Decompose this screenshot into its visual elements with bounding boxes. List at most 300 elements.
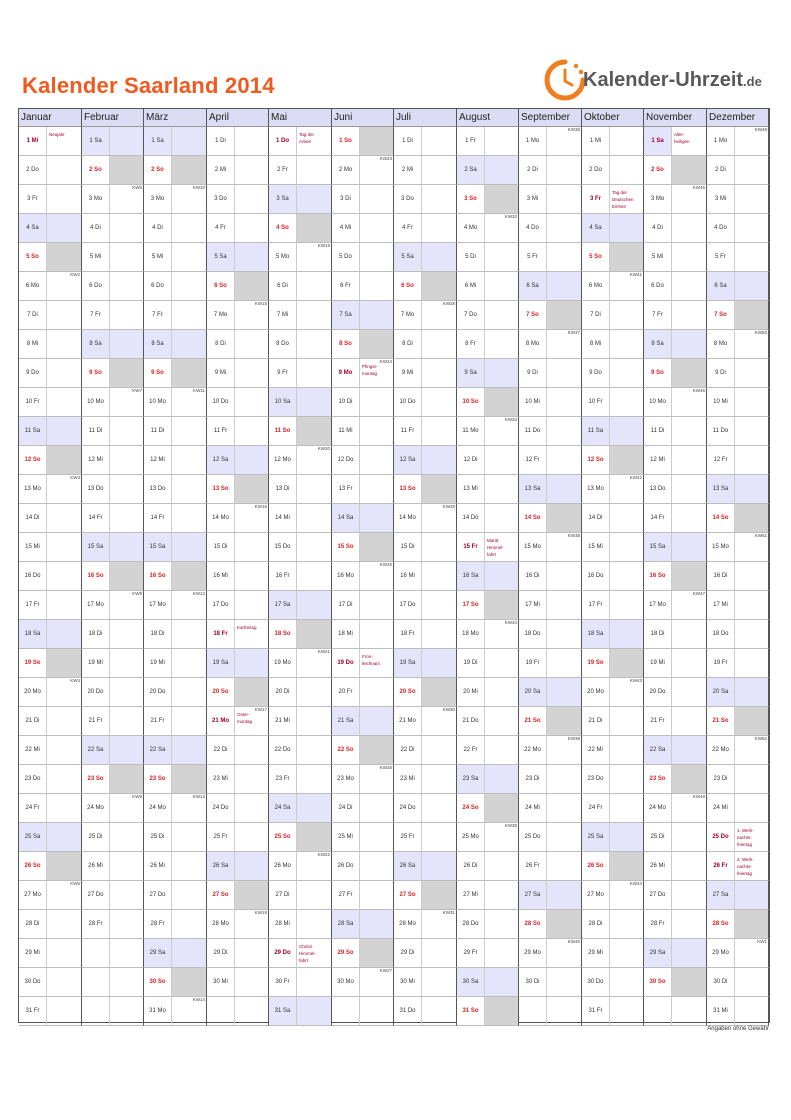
day-cell: 15 Sa [144, 533, 172, 562]
week-number: KW28 [442, 301, 455, 306]
day-extra-cell [172, 243, 207, 272]
day-cell: 19 Do [332, 649, 360, 678]
day-extra-cell [47, 881, 82, 910]
day-extra-cell [485, 910, 519, 939]
day-extra-cell [485, 388, 519, 417]
week-number: KW17 [254, 707, 267, 712]
day-cell: 23 Di [519, 765, 547, 794]
week-number: KW14 [192, 997, 205, 1002]
day-extra-cell [297, 533, 332, 562]
day-extra-cell [360, 678, 394, 707]
year-calendar [18, 108, 770, 1023]
day-extra-cell [610, 214, 644, 243]
day-cell: 6 So [394, 272, 422, 301]
day-extra-cell [172, 446, 207, 475]
day-extra-cell [47, 504, 82, 533]
day-extra-cell [735, 939, 769, 968]
week-number: KW25 [379, 562, 392, 567]
day-extra-cell [672, 794, 707, 823]
day-cell: 8 Mi [19, 330, 47, 359]
day-extra-cell [610, 765, 644, 794]
day-extra-cell [47, 939, 82, 968]
day-extra-cell [485, 939, 519, 968]
day-cell: 12 Mi [82, 446, 110, 475]
day-cell: 15 Sa [644, 533, 672, 562]
day-extra-cell [235, 620, 269, 649]
day-cell: 29 Di [207, 939, 235, 968]
day-cell: 30 Di [519, 968, 547, 997]
day-extra-cell [422, 910, 457, 939]
day-extra-cell [547, 214, 582, 243]
day-extra-cell [547, 185, 582, 214]
day-cell: 5 Fr [519, 243, 547, 272]
day-extra-cell [47, 475, 82, 504]
day-cell: 24 Mo [82, 794, 110, 823]
day-extra-cell [735, 417, 769, 446]
day-extra-cell [172, 736, 207, 765]
day-cell: 16 Do [582, 562, 610, 591]
day-cell: 23 Sa [457, 765, 485, 794]
day-extra-cell [672, 533, 707, 562]
day-cell: 9 Mi [394, 359, 422, 388]
day-cell: 25 Do [707, 823, 735, 852]
day-cell: 15 Fr [457, 533, 485, 562]
day-cell: 19 So [19, 649, 47, 678]
day-cell: 17 Fr [582, 591, 610, 620]
day-extra-cell [735, 446, 769, 475]
day-extra-cell [47, 562, 82, 591]
day-extra-cell [422, 939, 457, 968]
day-cell: 10 Do [394, 388, 422, 417]
week-number: KW26 [379, 765, 392, 770]
day-extra-cell [485, 852, 519, 881]
day-extra-cell [360, 649, 394, 678]
week-number: KW50 [754, 330, 767, 335]
day-extra-cell [610, 591, 644, 620]
day-extra-cell [485, 214, 519, 243]
day-cell: 16 So [644, 562, 672, 591]
day-extra-cell [547, 272, 582, 301]
day-cell: 4 Sa [582, 214, 610, 243]
day-extra-cell [672, 852, 707, 881]
day-cell: 29 Di [394, 939, 422, 968]
day-cell: 24 Sa [269, 794, 297, 823]
day-extra-cell [235, 707, 269, 736]
day-extra-cell [47, 359, 82, 388]
day-extra-cell [172, 910, 207, 939]
day-cell: 5 Di [457, 243, 485, 272]
day-extra-cell [172, 649, 207, 678]
day-cell: 16 Di [707, 562, 735, 591]
day-extra-cell [360, 301, 394, 330]
day-extra-cell [610, 475, 644, 504]
day-extra-cell [547, 475, 582, 504]
day-cell: 5 So [582, 243, 610, 272]
day-extra-cell [235, 330, 269, 359]
day-cell: 30 So [644, 968, 672, 997]
day-extra-cell [422, 127, 457, 156]
day-cell: 31 Fr [582, 997, 610, 1026]
week-number: KW20 [317, 446, 330, 451]
day-extra-cell [297, 446, 332, 475]
day-cell: 12 Mi [144, 446, 172, 475]
week-number: KW23 [379, 156, 392, 161]
holiday-name: Fron- leichnam [362, 654, 381, 666]
day-extra-cell [47, 968, 82, 997]
day-extra-cell [172, 968, 207, 997]
day-cell: 27 Mo [19, 881, 47, 910]
day-extra-cell [297, 591, 332, 620]
holiday-name: Pfingst- montag [362, 364, 378, 376]
day-cell: 13 So [394, 475, 422, 504]
month-header: April [207, 109, 269, 127]
day-extra-cell [672, 881, 707, 910]
day-cell: 1 Sa [82, 127, 110, 156]
day-cell: 14 So [519, 504, 547, 533]
day-cell: 6 Sa [519, 272, 547, 301]
day-cell: 19 Fr [519, 649, 547, 678]
day-cell: 11 Do [707, 417, 735, 446]
day-extra-cell [297, 359, 332, 388]
day-extra-cell [172, 417, 207, 446]
day-extra-cell [297, 504, 332, 533]
day-extra-cell [735, 765, 769, 794]
day-cell: 5 Fr [707, 243, 735, 272]
day-cell: 14 Fr [644, 504, 672, 533]
day-cell: 7 Mo [394, 301, 422, 330]
day-cell: 11 Sa [582, 417, 610, 446]
day-cell: 24 Mo [644, 794, 672, 823]
day-extra-cell [422, 330, 457, 359]
week-number: KW51 [754, 533, 767, 538]
day-cell: 3 Fr [19, 185, 47, 214]
day-cell: 18 Mo [457, 620, 485, 649]
day-cell: 26 Mi [144, 852, 172, 881]
day-cell: 21 Mo [207, 707, 235, 736]
day-extra-cell [235, 214, 269, 243]
day-extra-cell [547, 533, 582, 562]
day-cell: 22 Mo [707, 736, 735, 765]
day-cell: 2 So [144, 156, 172, 185]
day-extra-cell [422, 156, 457, 185]
day-extra-cell [422, 678, 457, 707]
day-extra-cell [485, 359, 519, 388]
day-extra-cell [47, 214, 82, 243]
logo-text: Kalender-Uhrzeit [583, 69, 744, 91]
day-extra-cell [672, 359, 707, 388]
day-cell: 18 Fr [394, 620, 422, 649]
week-number: KW33 [504, 417, 517, 422]
day-extra-cell [610, 649, 644, 678]
day-extra-cell [47, 707, 82, 736]
day-extra-cell [547, 562, 582, 591]
day-extra-cell [672, 823, 707, 852]
day-cell: 8 Sa [644, 330, 672, 359]
day-cell: 4 Do [519, 214, 547, 243]
day-extra-cell [235, 736, 269, 765]
day-extra-cell [360, 272, 394, 301]
month-header: Mai [269, 109, 332, 127]
day-cell: 28 Di [19, 910, 47, 939]
day-cell: 14 Di [582, 504, 610, 533]
day-extra-cell [297, 301, 332, 330]
day-cell: 26 So [582, 852, 610, 881]
day-extra-cell [110, 475, 144, 504]
day-extra-cell [360, 939, 394, 968]
day-extra-cell [672, 678, 707, 707]
day-cell: 31 Sa [269, 997, 297, 1026]
day-extra-cell [735, 533, 769, 562]
day-cell: 9 Di [707, 359, 735, 388]
day-cell: 14 Di [19, 504, 47, 533]
empty-cell [547, 997, 582, 1026]
day-cell: 12 Do [332, 446, 360, 475]
month-header: August [457, 109, 519, 127]
day-cell: 28 Di [582, 910, 610, 939]
day-cell: 15 Mi [582, 533, 610, 562]
day-cell: 25 Mi [332, 823, 360, 852]
day-extra-cell [547, 330, 582, 359]
week-number: KW32 [504, 214, 517, 219]
day-cell: 25 Sa [582, 823, 610, 852]
day-extra-cell [422, 243, 457, 272]
day-extra-cell [235, 243, 269, 272]
day-cell: 16 So [144, 562, 172, 591]
day-cell: 17 Mo [144, 591, 172, 620]
day-extra-cell [297, 562, 332, 591]
day-cell: 25 Fr [394, 823, 422, 852]
day-extra-cell [360, 533, 394, 562]
day-cell: 28 Sa [332, 910, 360, 939]
day-cell: 7 Sa [332, 301, 360, 330]
day-extra-cell [547, 968, 582, 997]
day-cell: 13 Di [269, 475, 297, 504]
day-extra-cell [360, 388, 394, 417]
day-cell: 24 Do [207, 794, 235, 823]
day-cell: 1 So [332, 127, 360, 156]
day-cell: 11 Di [644, 417, 672, 446]
day-extra-cell [47, 272, 82, 301]
day-extra-cell [547, 620, 582, 649]
week-number: KW48 [692, 794, 705, 799]
empty-cell [672, 997, 707, 1026]
day-cell: 29 Sa [144, 939, 172, 968]
day-cell: 28 Mi [269, 910, 297, 939]
day-cell: 29 Mi [582, 939, 610, 968]
day-extra-cell [47, 156, 82, 185]
empty-cell [332, 997, 360, 1026]
day-extra-cell [422, 301, 457, 330]
day-cell: 23 Mi [394, 765, 422, 794]
day-cell: 11 Di [144, 417, 172, 446]
week-number: KW2 [70, 272, 80, 277]
day-cell: 22 Fr [457, 736, 485, 765]
holiday-name: Oster- montag [237, 712, 253, 724]
day-extra-cell [672, 591, 707, 620]
day-extra-cell [235, 127, 269, 156]
day-extra-cell [610, 997, 644, 1026]
day-cell: 7 Fr [144, 301, 172, 330]
day-extra-cell [297, 678, 332, 707]
day-cell: 2 Mi [207, 156, 235, 185]
week-number: KW45 [692, 185, 705, 190]
day-cell: 18 Di [644, 620, 672, 649]
day-cell: 23 Do [582, 765, 610, 794]
day-extra-cell [235, 359, 269, 388]
day-cell: 24 Fr [582, 794, 610, 823]
day-extra-cell [297, 475, 332, 504]
day-cell: 3 Mo [82, 185, 110, 214]
day-extra-cell [672, 475, 707, 504]
day-cell: 6 So [207, 272, 235, 301]
day-extra-cell [610, 881, 644, 910]
day-cell: 10 Mi [707, 388, 735, 417]
day-extra-cell [422, 272, 457, 301]
day-extra-cell [172, 562, 207, 591]
day-extra-cell [485, 678, 519, 707]
day-cell: 9 Do [582, 359, 610, 388]
day-cell: 29 Mi [19, 939, 47, 968]
day-extra-cell [422, 765, 457, 794]
day-extra-cell [172, 591, 207, 620]
day-cell: 15 Sa [82, 533, 110, 562]
day-extra-cell [297, 243, 332, 272]
day-extra-cell [110, 533, 144, 562]
day-extra-cell [485, 881, 519, 910]
week-number: KW21 [317, 649, 330, 654]
day-cell: 2 Do [582, 156, 610, 185]
day-cell: 1 Do [269, 127, 297, 156]
day-cell: 17 Do [394, 591, 422, 620]
day-cell: 26 Mi [644, 852, 672, 881]
day-extra-cell [47, 591, 82, 620]
week-number: KW9 [132, 794, 142, 799]
day-cell: 16 Fr [269, 562, 297, 591]
day-extra-cell [547, 939, 582, 968]
day-cell: 13 Mo [582, 475, 610, 504]
day-cell: 29 Mo [519, 939, 547, 968]
day-extra-cell [610, 968, 644, 997]
day-extra-cell [297, 968, 332, 997]
day-cell: 31 Do [394, 997, 422, 1026]
month-header: Juni [332, 109, 394, 127]
logo[interactable] [543, 58, 783, 102]
day-extra-cell [610, 707, 644, 736]
day-cell: 1 Di [394, 127, 422, 156]
day-cell: 16 Sa [457, 562, 485, 591]
day-cell: 13 Sa [519, 475, 547, 504]
day-cell: 6 Mi [457, 272, 485, 301]
day-extra-cell [735, 330, 769, 359]
day-extra-cell [672, 388, 707, 417]
day-cell: 18 Do [707, 620, 735, 649]
day-extra-cell [735, 156, 769, 185]
month-header: März [144, 109, 207, 127]
week-number: KW43 [629, 678, 642, 683]
day-cell: 23 So [82, 765, 110, 794]
week-number: KW10 [192, 185, 205, 190]
day-cell: 12 Fr [519, 446, 547, 475]
day-cell: 20 Sa [707, 678, 735, 707]
day-cell: 11 So [269, 417, 297, 446]
day-extra-cell [110, 562, 144, 591]
day-cell: 10 Do [207, 388, 235, 417]
day-extra-cell [110, 910, 144, 939]
day-extra-cell [610, 446, 644, 475]
day-extra-cell [422, 359, 457, 388]
day-extra-cell [422, 881, 457, 910]
day-cell: 25 Do [519, 823, 547, 852]
day-extra-cell [360, 765, 394, 794]
day-cell: 5 Mi [82, 243, 110, 272]
day-extra-cell [422, 649, 457, 678]
day-extra-cell [297, 214, 332, 243]
day-cell: 27 So [207, 881, 235, 910]
day-cell: 17 Mi [707, 591, 735, 620]
day-extra-cell [672, 649, 707, 678]
week-number: KW30 [442, 707, 455, 712]
empty-cell [644, 997, 672, 1026]
week-number: KW11 [193, 388, 205, 393]
page-title: Kalender Saarland 2014 [22, 73, 275, 98]
empty-cell [235, 997, 269, 1026]
month-header: November [644, 109, 707, 127]
month-header: Januar [19, 109, 82, 127]
disclaimer-note: Angaben ohne Gewähr [707, 1026, 769, 1032]
day-cell: 11 Fr [207, 417, 235, 446]
day-cell: 21 Do [457, 707, 485, 736]
day-cell: 23 Mi [207, 765, 235, 794]
day-cell: 25 So [269, 823, 297, 852]
day-extra-cell [547, 736, 582, 765]
day-extra-cell [235, 852, 269, 881]
day-cell: 11 Fr [394, 417, 422, 446]
week-number: KW47 [692, 591, 705, 596]
day-extra-cell [485, 243, 519, 272]
day-extra-cell [422, 823, 457, 852]
day-extra-cell [172, 794, 207, 823]
day-extra-cell [110, 504, 144, 533]
day-extra-cell [485, 127, 519, 156]
day-extra-cell [47, 649, 82, 678]
day-cell: 4 Di [82, 214, 110, 243]
day-extra-cell [485, 272, 519, 301]
day-extra-cell [610, 852, 644, 881]
day-cell: 26 Fr [519, 852, 547, 881]
day-extra-cell [235, 301, 269, 330]
day-extra-cell [110, 765, 144, 794]
day-cell: 18 Mi [332, 620, 360, 649]
day-cell: 17 Di [332, 591, 360, 620]
day-extra-cell [47, 330, 82, 359]
day-cell: 30 Fr [269, 968, 297, 997]
day-cell: 1 Mo [707, 127, 735, 156]
day-extra-cell [172, 388, 207, 417]
day-extra-cell [110, 243, 144, 272]
day-extra-cell [610, 620, 644, 649]
day-extra-cell [735, 591, 769, 620]
day-cell: 25 Di [144, 823, 172, 852]
week-number: KW37 [567, 330, 580, 335]
day-extra-cell [235, 678, 269, 707]
day-extra-cell [547, 301, 582, 330]
day-extra-cell [47, 823, 82, 852]
day-extra-cell [297, 185, 332, 214]
week-number: KW24 [379, 359, 392, 364]
day-extra-cell [110, 678, 144, 707]
day-cell: 7 Di [582, 301, 610, 330]
week-number: KW8 [132, 591, 142, 596]
